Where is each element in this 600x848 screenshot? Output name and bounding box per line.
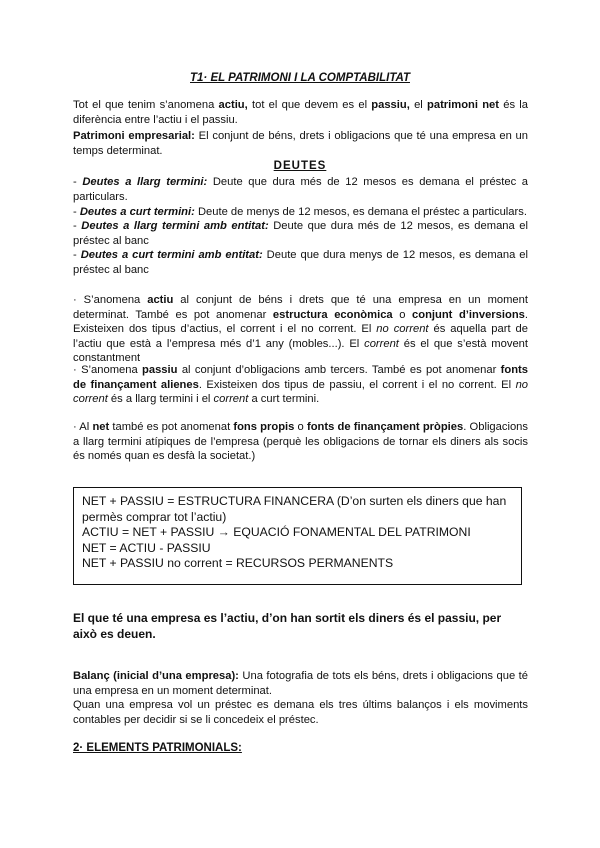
bold-statement: El que té una empresa es l’actiu, d’on han sortit els diners és el passiu, per això es deuen.	[73, 611, 502, 641]
page-title: T1· EL PATRIMONI I LA COMPTABILITAT	[190, 72, 410, 84]
intro-paragraph: Tot el que tenim s’anomena actiu, tot el que devem es el passiu, el patrimoni net és la diferència entre l’actiu i el passiu.	[73, 99, 528, 126]
actiu-paragraph: · S’anomena actiu al conjunt de béns i drets que té una empresa en un moment determinat. També es pot anomenar estructura econòmica o conjunt d’inversions. Existeixen dos tipus d’actius, el corrent i el no corrent. El no corrent és aquella part de l’actiu que està a l’empresa més d’1 any (mobles...). El corrent és el que s’està movent constantment	[73, 294, 528, 365]
passiu-paragraph: · S’anomena passiu al conjunt d’obligacions amb tercers. També es pot anomenar fonts de finançament alienes. Existeixen dos tipus de passiu, el corrent i el no corrent. El no corrent és a llarg termini i el corrent a curt termini.	[73, 364, 529, 406]
section-heading-elements: 2· ELEMENTS PATRIMONIALS:	[73, 742, 242, 754]
formulas-box	[73, 487, 522, 585]
deute-item-llarg: - Deutes a llarg termini: Deute que dura més de 12 mesos es demana el préstec a particulars.	[73, 176, 528, 203]
deute-item-curt-entitat: - Deutes a curt termini amb entitat: Deute que dura menys de 12 mesos, es demana el préstec al banc	[73, 249, 529, 276]
deutes-heading: DEUTES	[273, 160, 327, 172]
patrimoni-definition: Patrimoni empresarial: El conjunt de béns, drets i obligacions que té una empresa en un temps determinat.	[73, 130, 529, 157]
net-paragraph: · Al net també es pot anomenat fons propis o fonts de finançament pròpies. Obligacions a llarg termini atípiques de l’empresa (perquè les obligacions de tornar els diners als socis és només quan es desfà la societat.)	[73, 421, 528, 463]
deute-item-curt: - Deutes a curt termini: Deute de menys de 12 mesos, es demana el préstec a particulars.	[73, 206, 527, 218]
balanc-definition: Balanç (inicial d’una empresa): Una fotografia de tots els béns, drets i obligacions que té una empresa en un moment determinat.	[73, 670, 528, 697]
formula-net: NET = ACTIU - PASSIU	[82, 540, 211, 555]
formula-equacio-fonamental: ACTIU = NET + PASSIU → EQUACIÓ FONAMENTAL DEL PATRIMONI	[82, 525, 471, 540]
formula-recursos-permanents: NET + PASSIU no corrent = RECURSOS PERMANENTS	[82, 556, 394, 571]
balanc-prestec-note: Quan una empresa vol un préstec es demana els tres últims balanços i els moviments contables per decidir si se li concedeix el préstec.	[73, 699, 528, 726]
formula-estructura-financera: NET + PASSIU = ESTRUCTURA FINANCERA (D’on surten els diners que han permès comprar tot l’actiu)	[82, 494, 507, 524]
deute-item-llarg-entitat: - Deutes a llarg termini amb entitat: Deute que dura més de 12 mesos, es demana el préstec al banc	[73, 220, 528, 247]
